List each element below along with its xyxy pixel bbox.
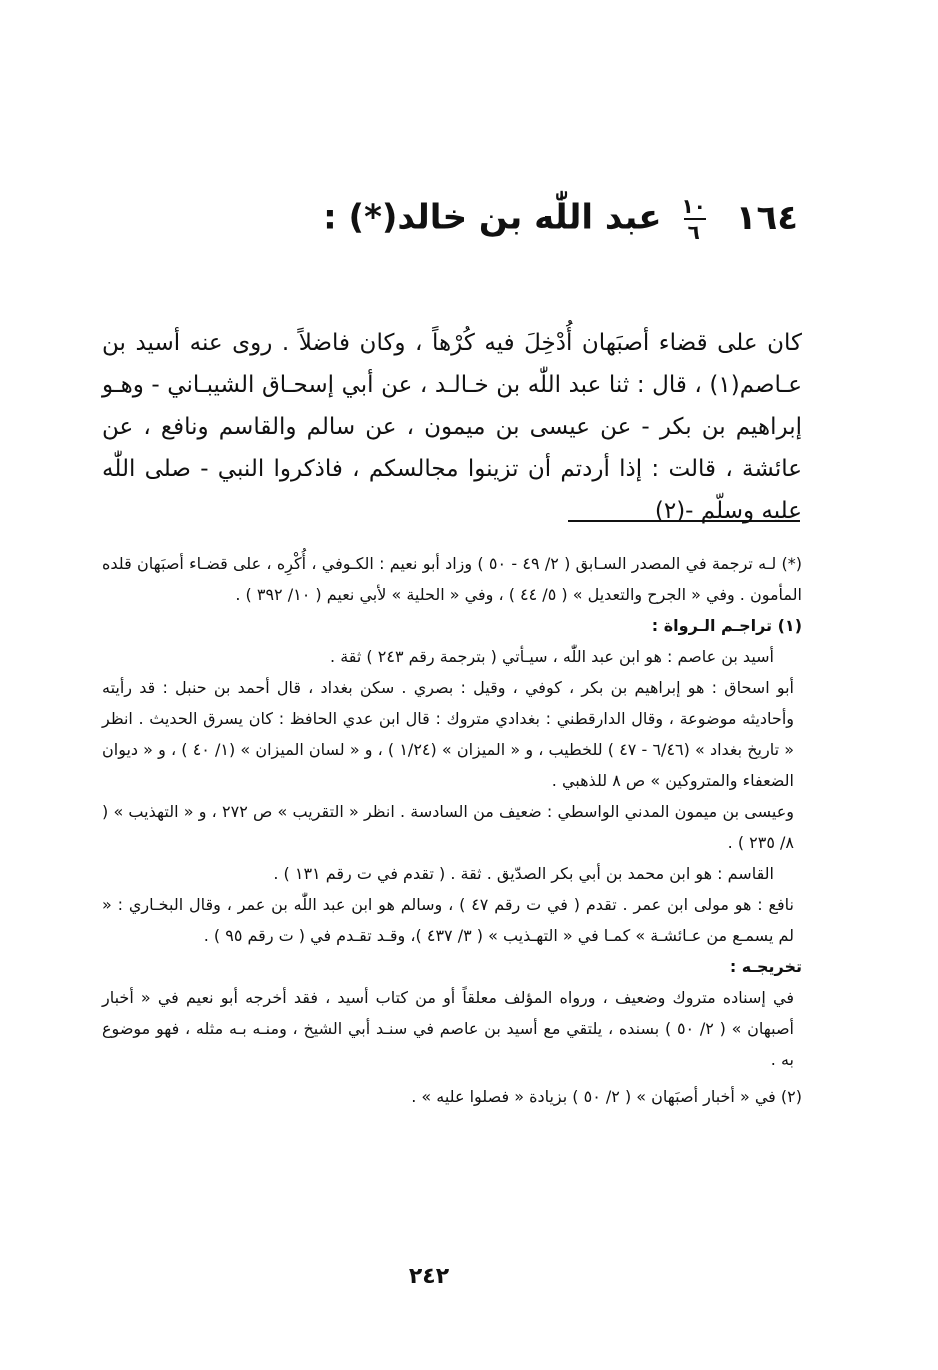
footnote-star: (*) لـه ترجمة في المصدر السـابق ( ٢/ ٤٩ - ٥٠ ) وزاد أبو نعيم : الكـوفي ، أُكْرِه ، على قضـاء أصبَهان قلده المأمون . وفي « الجرح والتعديل » ( ٥/ ٤٤ ) ، وفي « الحلية » لأبي نعيم ( ١٠/ ٣٩٢ ) .	[102, 554, 802, 604]
main-paragraph: كان على قضاء أصبَهان أُدْخِلَ فيه كُرْهاً ، وكان فاضلاً . روى عنه أسيد بن عـاصم(١) ، قال : ثنا عبد اللّٰه بن خـالـد ، عن أبي إسحـاق الشيبـاني - وهـو إبراهيم بن بكر - عن عيسى بن ميمون ، عن سالم والقاسم ونافع ، عن عائشة ، قالت : إذا أردتم أن تزينوا مجالسكم ، فاذكروا النبي - صلى اللّٰه عليه وسلّم -(٢)	[102, 330, 802, 524]
footnotes	[102, 548, 802, 1112]
narrator-note: أبو اسحاق : هو إبراهيم بن بكر ، كوفي ، وقيل : بصري . سكن بغداد ، قال أحمد بن حنبل : قد رأيته وأحاديثه موضوعة ، وقال الدارقطني : بغدادي متروك : قال ابن عدي الحافظ : كان يسرق الحديث . انظر « تاريخ بغداد » (٦/٤٦ - ٤٧ ) للخطيب ، و « الميزان » (١/٢٤ ) ، و « لسان الميزان » (١/ ٤٠ ) ، و « ديوان الضعفاء والمتروكين » ص ٨ للذهبي .	[102, 678, 794, 790]
narrator-note: القاسم : هو ابن محمد بن أبي بكر الصدّيق . ثقة . ( تقدم في ت رقم ١٣١ ) .	[273, 864, 774, 883]
entry-number: ١٦٤	[735, 197, 798, 238]
takhrij-text: في إسناده متروك وضعيف ، ورواه المؤلف معلقاً أو من كتاب أسيد ، فقد أخرجه أبو نعيم في « أخبار أصبهان » ( ٢/ ٥٠ ) بسنده ، يلتقي مع أسيد بن عاصم في سنـد أبي الشيخ ، ومنـه بـه مثله ، فهو موضوع به .	[102, 988, 794, 1069]
narrators-heading: (١) تراجـم الـرواة :	[651, 616, 802, 635]
narrator-note: أسيد بن عاصم : هو ابن عبد اللّٰه ، سيـأتي ( بترجمة رقم ٢٤٣ ) ثقة .	[330, 647, 774, 666]
page-number: ٢٤٢	[408, 1264, 450, 1289]
footnote-separator	[568, 520, 800, 522]
entry-fraction	[681, 196, 705, 242]
main-text	[102, 322, 802, 532]
footnote-2: (٢) في « أخبار أصبَهان » ( ٢/ ٥٠ ) بزيادة « فصلوا عليه » .	[411, 1087, 802, 1106]
entry-heading	[98, 196, 798, 242]
fraction-numerator: ١٠	[681, 194, 706, 218]
takhrij-heading: تخريجـه :	[729, 957, 802, 976]
narrator-note: وعيسى بن ميمون المدني الواسطي : ضعيف من السادسة . انظر « التقريب » ص ٢٧٢ ، و « التهذيب » ( ٨/ ٢٣٥ ) .	[102, 802, 794, 852]
fraction-denominator: ٦	[687, 220, 700, 244]
narrator-note: نافع : هو مولى ابن عمر . تقدم ( في ت رقم ٤٧ ) ، وسالم هو ابن عبد اللّٰه بن عمر ، وقال البخـاري : « لم يسمـع من عـائشـة » كمـا في « التهـذيب » ( ٣/ ٤٣٧ )، وقـد تقـدم في ( ت رقم ٩٥ ) .	[102, 895, 795, 945]
entry-title: عبد اللّٰه بن خالد(*) :	[323, 197, 662, 238]
